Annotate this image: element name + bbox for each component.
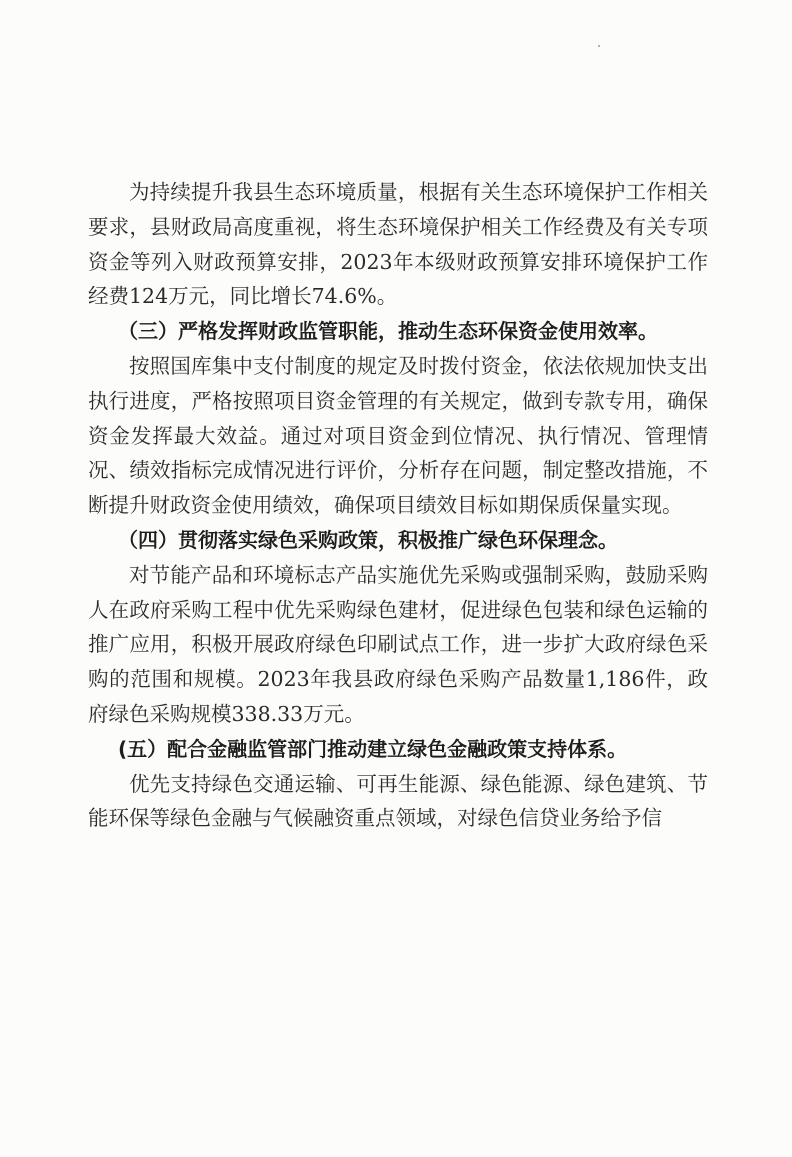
scan-speck — [598, 45, 600, 47]
heading-section-3: （三）严格发挥财政监管职能，推动生态环保资金使用效率。 — [118, 319, 658, 344]
paragraph-fund-supervision: 按照国库集中支付制度的规定及时拨付资金，依法依规加快支出执行进度，严格按照项目资金管理的有关规定，做到专款专用，确保资金发挥最大效益。通过对项目资金到位情况、执行情况、管理情况、绩效指标完成情况进行评价，分析存在问题，制定整改措施，不断提升财政资金使用绩效，确保项目绩效目标如期保质保量实现。 — [88, 353, 708, 518]
paragraph-environment-budget: 为持续提升我县生态环境质量，根据有关生态环境保护工作相关要求，县财政局高度重视，将生态环境保护相关工作经费及有关专项资金等列入财政预算安排，2023年本级财政预算安排环境保护工作经费124万元，同比增长74.6%。 — [88, 180, 708, 309]
heading-section-5: (五）配合金融监管部门推动建立绿色金融政策支持体系。 — [118, 736, 628, 761]
paragraph-green-procurement: 对节能产品和环境标志产品实施优先采购或强制采购，鼓励采购人在政府采购工程中优先采购绿色建材，促进绿色包装和绿色运输的推广应用，积极开展政府绿色印刷试点工作，进一步扩大政府绿色采购的范围和规模。2023年我县政府绿色采购产品数量1,186件，政府绿色采购规模338.33万元。 — [88, 562, 708, 726]
paragraph-green-finance: 优先支持绿色交通运输、可再生能源、绿色能源、绿色建筑、节能环保等绿色金融与气候融资重点领域，对绿色信贷业务给予信 — [88, 771, 708, 831]
document-body — [88, 175, 708, 836]
heading-section-4: （四）贯彻落实绿色采购政策，积极推广绿色环保理念。 — [118, 527, 618, 552]
